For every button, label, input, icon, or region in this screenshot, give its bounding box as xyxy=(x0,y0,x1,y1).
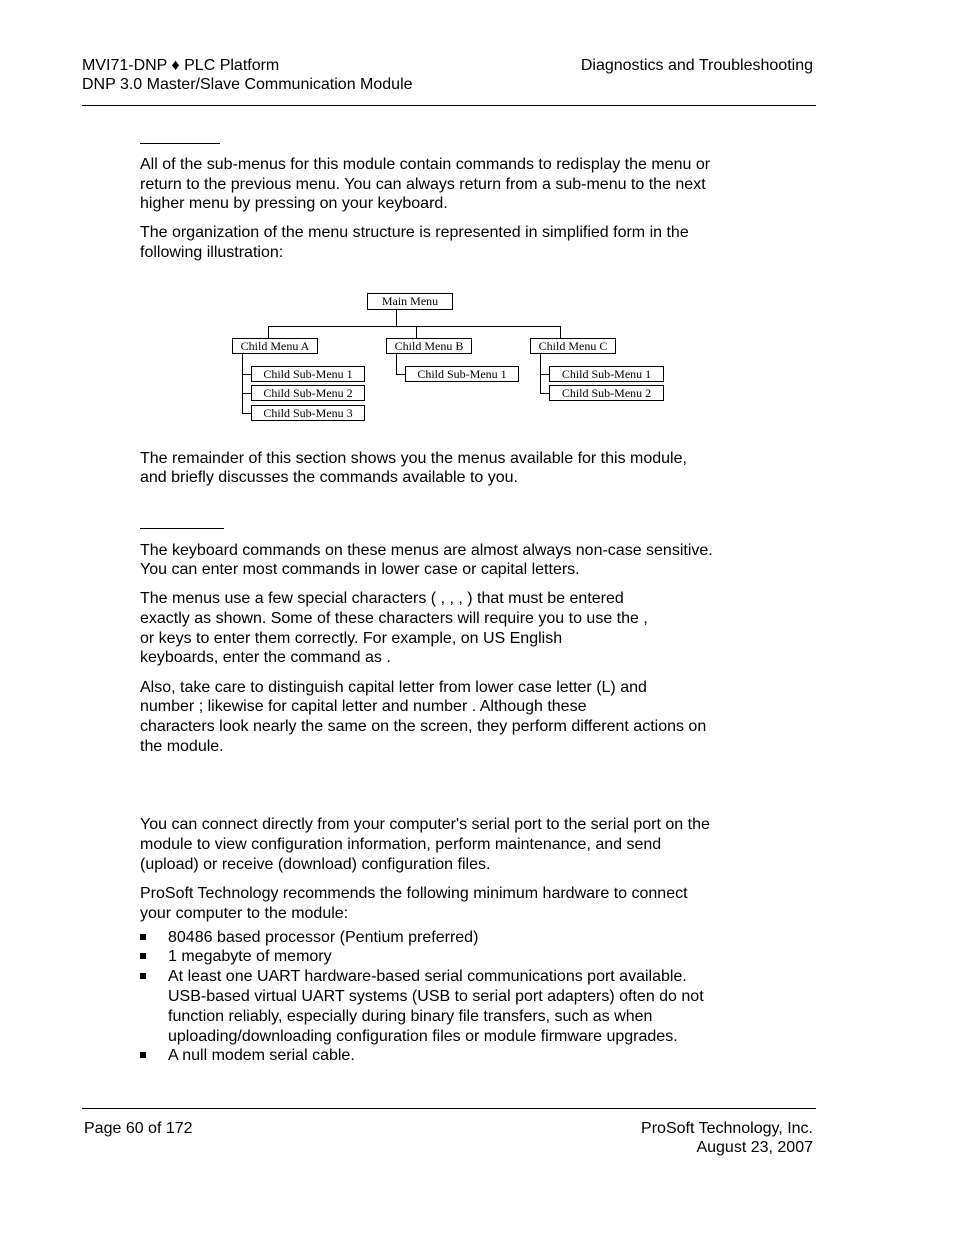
child-sub-menu-box: Child Sub-Menu 1 xyxy=(549,366,664,382)
child-sub-menu-box: Child Sub-Menu 3 xyxy=(251,405,365,421)
header-section: Diagnostics and Troubleshooting xyxy=(580,57,813,74)
bullet-marker xyxy=(140,973,146,979)
child-sub-menu-box: Child Sub-Menu 2 xyxy=(549,385,664,401)
paragraph-line: module to view configuration information, perform maintenance, and send xyxy=(140,836,662,853)
footer-date: August 23, 2007 xyxy=(696,1139,813,1156)
child-sub-menu-box: Child Sub-Menu 1 xyxy=(405,366,519,382)
main-menu-box: Main Menu xyxy=(367,293,453,310)
page-number: Page 60 of 172 xyxy=(84,1120,193,1137)
list-item-continuation: uploading/downloading configuration files or module firmware upgrades. xyxy=(168,1028,678,1045)
connector xyxy=(268,326,269,338)
paragraph-line: The organization of the menu structure is represented in simplified form in the xyxy=(140,224,689,241)
connector xyxy=(268,326,560,327)
list-item: 1 megabyte of memory xyxy=(168,948,332,965)
heading-underline xyxy=(140,143,220,144)
footer-rule xyxy=(82,1108,816,1109)
paragraph-line: Also, take care to distinguish capital letter from lower case letter (L) and xyxy=(140,679,647,696)
connector xyxy=(416,326,417,338)
paragraph-line: (upload) or receive (download) configuration files. xyxy=(140,856,491,873)
header-module: DNP 3.0 Master/Slave Communication Module xyxy=(82,76,413,93)
paragraph-line: and briefly discusses the commands available to you. xyxy=(140,469,518,486)
paragraph-line: ProSoft Technology recommends the following minimum hardware to connect xyxy=(140,885,688,902)
footer-company: ProSoft Technology, Inc. xyxy=(641,1120,813,1137)
child-sub-menu-box: Child Sub-Menu 1 xyxy=(251,366,365,382)
paragraph-line: You can enter most commands in lower case or capital letters. xyxy=(140,561,580,578)
header-product: MVI71-DNP ♦ PLC Platform xyxy=(82,57,280,74)
paragraph-line: The remainder of this section shows you the menus available for this module, xyxy=(140,450,687,467)
child-menu-b-box: Child Menu B xyxy=(386,338,472,354)
paragraph-line: You can connect directly from your computer's serial port to the serial port on the xyxy=(140,816,710,833)
list-item: 80486 based processor (Pentium preferred) xyxy=(168,929,479,946)
paragraph-line: or keys to enter them correctly. For example, on US English xyxy=(140,630,563,647)
heading-underline xyxy=(140,528,224,529)
connector xyxy=(242,354,243,414)
paragraph-line: following illustration: xyxy=(140,244,284,261)
child-menu-a-box: Child Menu A xyxy=(232,338,318,354)
paragraph-line: The keyboard commands on these menus are almost always non-case sensitive. xyxy=(140,542,713,559)
list-item-continuation: USB-based virtual UART systems (USB to serial port adapters) often do not xyxy=(168,988,704,1005)
header-rule xyxy=(82,105,816,106)
bullet-marker xyxy=(140,934,146,940)
list-item: A null modem serial cable. xyxy=(168,1047,355,1064)
list-item-continuation: function reliably, especially during binary file transfers, such as when xyxy=(168,1008,653,1025)
paragraph-line: the module. xyxy=(140,738,224,755)
paragraph-line: exactly as shown. Some of these characters will require you to use the , xyxy=(140,610,648,627)
menu-structure-diagram xyxy=(228,285,668,425)
paragraph-line: number ; likewise for capital letter and number . Although these xyxy=(140,698,587,715)
list-item: At least one UART hardware-based serial communications port available. xyxy=(168,968,687,985)
connector xyxy=(560,326,561,338)
connector xyxy=(396,310,397,326)
bullet-marker xyxy=(140,953,146,959)
paragraph-line: return to the previous menu. You can always return from a sub-menu to the next xyxy=(140,176,706,193)
paragraph-line: keyboards, enter the command as . xyxy=(140,649,391,666)
paragraph-line: characters look nearly the same on the screen, they perform different actions on xyxy=(140,718,707,735)
paragraph-line: your computer to the module: xyxy=(140,905,349,922)
child-sub-menu-box: Child Sub-Menu 2 xyxy=(251,385,365,401)
child-menu-c-box: Child Menu C xyxy=(530,338,616,354)
paragraph-line: All of the sub-menus for this module contain commands to redisplay the menu or xyxy=(140,156,711,173)
connector xyxy=(396,354,397,375)
paragraph-line: The menus use a few special characters ( , , , ) that must be entered xyxy=(140,590,624,607)
paragraph-line: higher menu by pressing on your keyboard. xyxy=(140,195,448,212)
bullet-marker xyxy=(140,1052,146,1058)
